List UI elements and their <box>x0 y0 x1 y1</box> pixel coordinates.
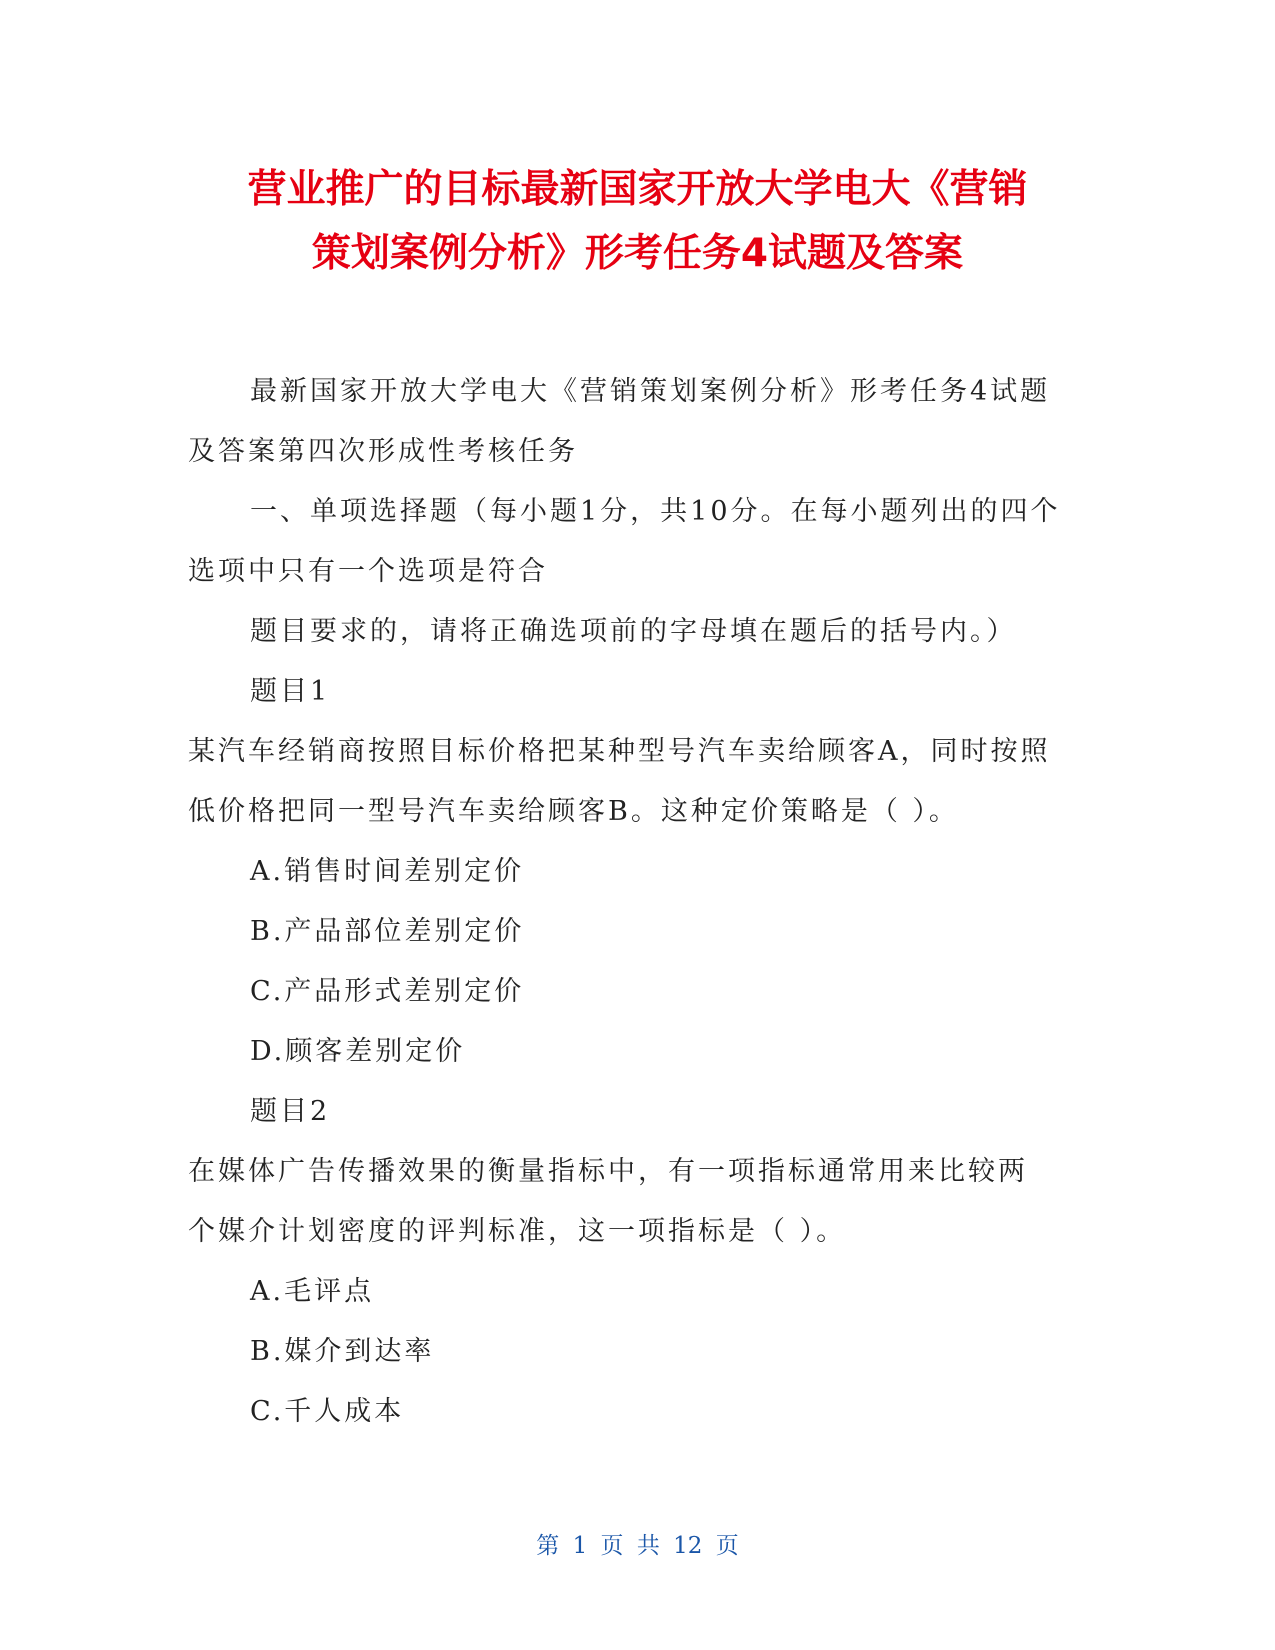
section-heading: 一、单项选择题（每小题1分，共10分。在每小题列出的四个 <box>250 496 1061 527</box>
option-a: A.毛评点 <box>250 1276 375 1307</box>
document-body <box>188 362 1088 1442</box>
option-b: B.媒介到达率 <box>250 1336 435 1367</box>
paragraph: 最新国家开放大学电大《营销策划案例分析》形考任务4试题 <box>250 376 1051 407</box>
question-label: 题目2 <box>250 1096 331 1127</box>
option-b: B.产品部位差别定价 <box>250 916 525 947</box>
question-text: 低价格把同一型号汽车卖给顾客B。这种定价策略是（ ）。 <box>188 796 959 827</box>
option-c: C.产品形式差别定价 <box>250 976 525 1007</box>
title-line-2: 策划案例分析》形考任务4试题及答案 <box>311 231 964 276</box>
question-text: 个媒介计划密度的评判标准，这一项指标是（ ）。 <box>188 1216 847 1247</box>
page-footer: 第 1 页 共 12 页 <box>536 1533 739 1559</box>
document-title <box>150 158 1125 286</box>
paragraph: 选项中只有一个选项是符合 <box>188 556 548 587</box>
option-c: C.千人成本 <box>250 1396 405 1427</box>
paragraph: 题目要求的，请将正确选项前的字母填在题后的括号内。） <box>250 616 1017 647</box>
paragraph: 及答案第四次形成性考核任务 <box>188 436 578 467</box>
question-text: 在媒体广告传播效果的衡量指标中，有一项指标通常用来比较两 <box>188 1156 1028 1187</box>
option-a: A.销售时间差别定价 <box>250 856 525 887</box>
title-line-1: 营业推广的目标最新国家开放大学电大《营销 <box>247 167 1028 212</box>
option-d: D.顾客差别定价 <box>250 1036 466 1067</box>
question-text: 某汽车经销商按照目标价格把某种型号汽车卖给顾客A，同时按照 <box>188 736 1051 767</box>
question-label: 题目1 <box>250 676 331 707</box>
